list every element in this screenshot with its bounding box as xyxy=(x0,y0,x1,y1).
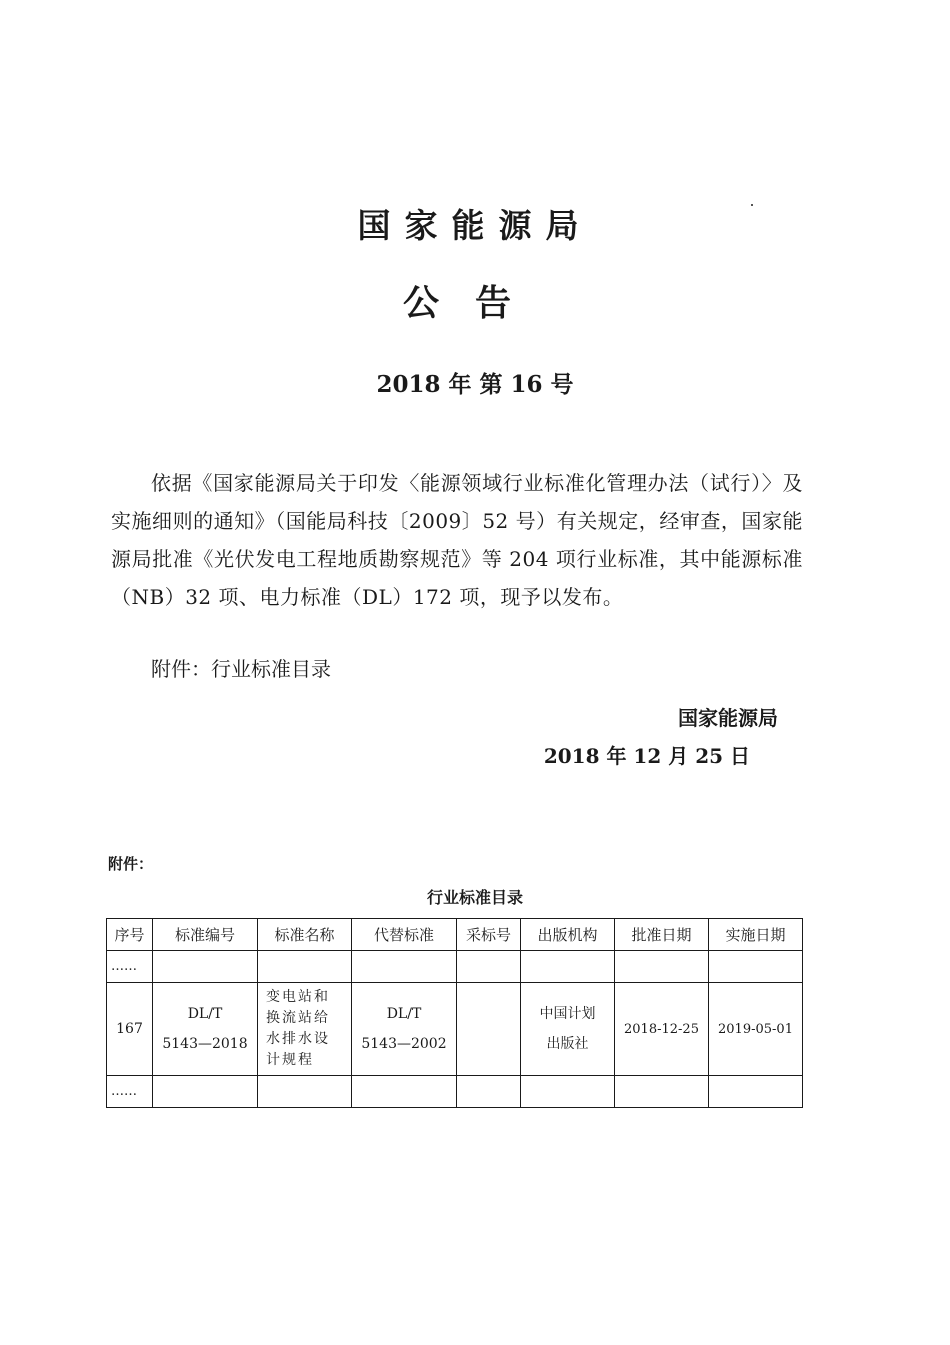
agency-title: 国家能源局 xyxy=(357,206,593,245)
column-header: 实施日期 xyxy=(709,919,803,951)
attachment-reference: 附件：行业标准目录 xyxy=(151,657,331,681)
announcement-body xyxy=(111,464,803,616)
table-row xyxy=(107,983,803,1076)
column-header: 标准编号 xyxy=(153,919,258,951)
replaced-standard: DL/T 5143—2002 xyxy=(352,983,457,1076)
standards-table xyxy=(106,918,803,1108)
document-type-title: 公告 xyxy=(402,283,547,324)
table-header-row xyxy=(107,919,803,951)
signature-date: 2018 年 12 月 25 日 xyxy=(543,744,750,768)
table-row xyxy=(107,951,803,983)
issue-number: 2018 年 第 16 号 xyxy=(376,371,574,398)
column-header: 代替标准 xyxy=(352,919,457,951)
table-title: 行业标准目录 xyxy=(426,888,523,907)
approval-date: 2018-12-25 xyxy=(615,983,709,1076)
signer: 国家能源局 xyxy=(678,706,778,730)
column-header: 批准日期 xyxy=(615,919,709,951)
standard-name: 变电站和 换流站给 水排水设 计规程 xyxy=(258,983,352,1076)
scan-speck xyxy=(751,204,753,206)
standard-code: DL/T 5143—2018 xyxy=(153,983,258,1076)
table-row xyxy=(107,1076,803,1108)
announcement-paragraph: 依据《国家能源局关于印发〈能源领域行业标准化管理办法（试行）〉及实施细则的通知》（国能局科技〔2009〕52 号）有关规定，经审查，国家能源局批准《光伏发电工程地质勘察规范》等 204 项行业标准，其中能源标准（NB）32 项、电力标准（DL）172 项，现予以发布。 xyxy=(111,471,803,609)
publisher: 中国计划 出版社 xyxy=(521,983,615,1076)
column-header: 出版机构 xyxy=(521,919,615,951)
ellipsis-cell: …… xyxy=(107,951,153,983)
adopted-standard xyxy=(457,983,521,1076)
effective-date: 2019-05-01 xyxy=(709,983,803,1076)
column-header: 序号 xyxy=(107,919,153,951)
column-header: 标准名称 xyxy=(258,919,352,951)
attachment-label: 附件： xyxy=(108,855,154,873)
row-number: 167 xyxy=(107,983,153,1076)
ellipsis-cell: …… xyxy=(107,1076,153,1108)
column-header: 采标号 xyxy=(457,919,521,951)
